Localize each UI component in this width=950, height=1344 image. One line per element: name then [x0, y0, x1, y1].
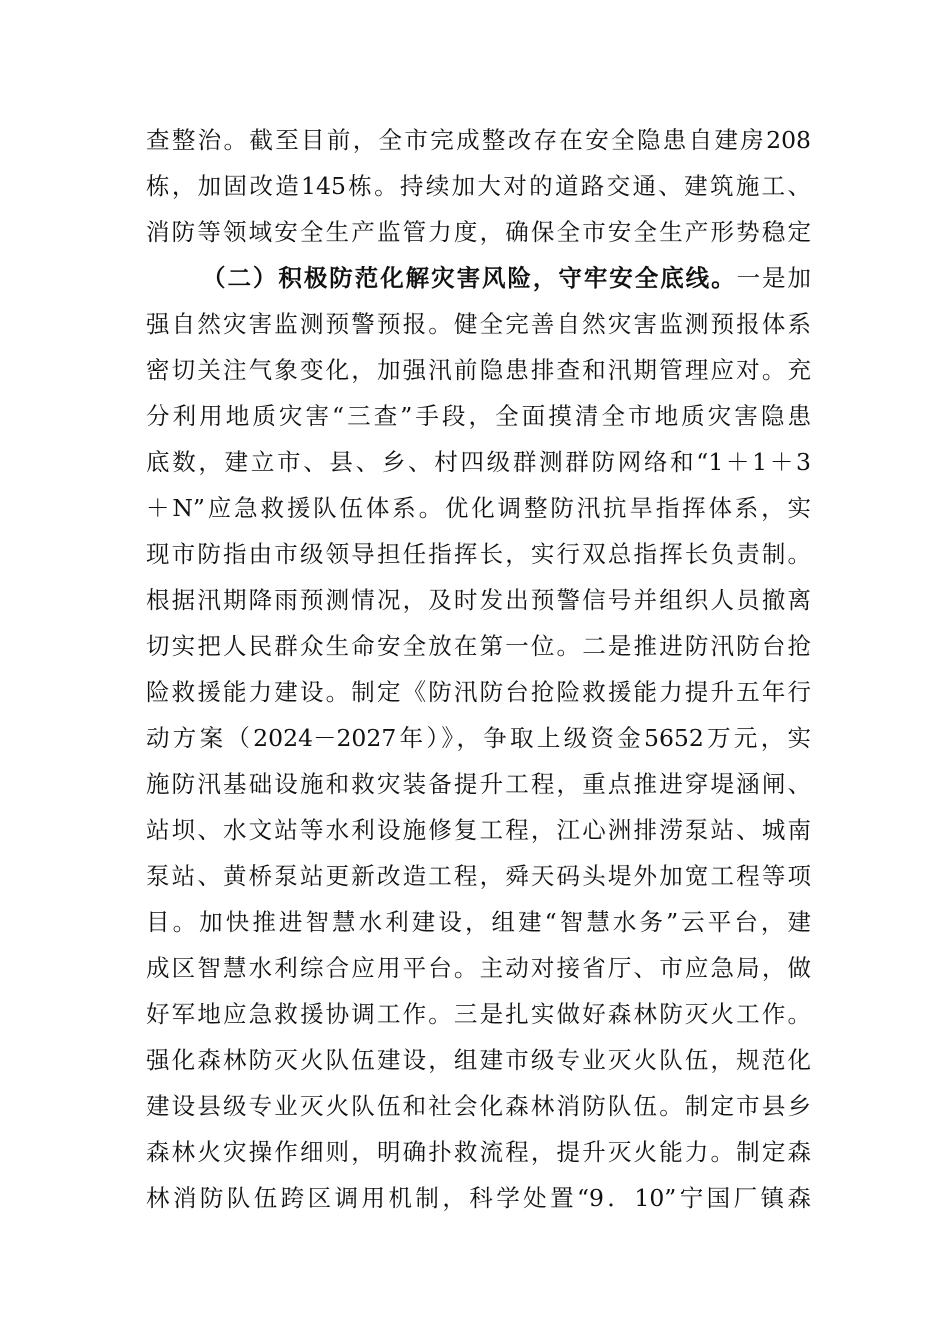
text-line: 现市防指由市级领导担任指挥长，实行双总指挥长负责制。 [146, 540, 811, 568]
section-2-first-line-text: 一是加 [736, 264, 811, 292]
text-line: 险救援能力建设。制定《防汛防台抢险救援能力提升五年行 [146, 678, 811, 706]
section-2-heading: （二）积极防范化解灾害风险，守牢安全底线。 [202, 264, 737, 292]
text-line: 根据汛期降雨预测情况，及时发出预警信号并组织人员撤离 [146, 586, 811, 614]
text-line: 泵站、黄桥泵站更新改造工程，舜天码头堤外加宽工程等项 [146, 862, 811, 890]
text-line: 站坝、水文站等水利设施修复工程，江心洲排涝泵站、城南 [146, 816, 811, 844]
text-line-2: 栋，加固改造145栋。持续加大对的道路交通、建筑施工、 [146, 172, 811, 200]
text-line: 林消防队伍跨区调用机制，科学处置“9．10”宁国厂镇森 [146, 1184, 811, 1212]
text-line: 密切关注气象变化，加强汛前隐患排查和汛期管理应对。充 [146, 356, 811, 384]
text-line: 成区智慧水利综合应用平台。主动对接省厅、市应急局，做 [146, 954, 811, 982]
text-line: 强化森林防灭火队伍建设，组建市级专业灭火队伍，规范化 [146, 1046, 811, 1074]
text-line: ＋N”应急救援队伍体系。优化调整防汛抗旱指挥体系，实 [146, 494, 811, 522]
text-line: 底数，建立市、县、乡、村四级群测群防网络和“1＋1＋3 [146, 448, 811, 476]
text-line: 建设县级专业灭火队伍和社会化森林消防队伍。制定市县乡 [146, 1092, 811, 1120]
text-line: 森林火灾操作细则，明确扑救流程，提升灭火能力。制定森 [146, 1138, 811, 1166]
text-line: 强自然灾害监测预警预报。健全完善自然灾害监测预报体系 [146, 310, 811, 338]
text-line-3: 消防等领域安全生产监管力度，确保全市安全生产形势稳定 [146, 218, 811, 246]
text-line: 施防汛基础设施和救灾装备提升工程，重点推进穿堤涵闸、 [146, 770, 811, 798]
body-text [146, 117, 811, 1221]
text-line: 目。加快推进智慧水利建设，组建“智慧水务”云平台，建 [146, 908, 811, 936]
text-line: 动方案（2024－2027年）》，争取上级资金5652万元，实 [146, 724, 811, 752]
text-line: 好军地应急救援协调工作。三是扎实做好森林防灭火工作。 [146, 1000, 811, 1028]
section-2-first-line [146, 255, 811, 301]
text-line-1: 查整治。截至目前，全市完成整改存在安全隐患自建房208 [146, 126, 811, 154]
text-line: 分利用地质灾害“三查”手段，全面摸清全市地质灾害隐患 [146, 402, 811, 430]
text-line: 切实把人民群众生命安全放在第一位。二是推进防汛防台抢 [146, 632, 811, 660]
